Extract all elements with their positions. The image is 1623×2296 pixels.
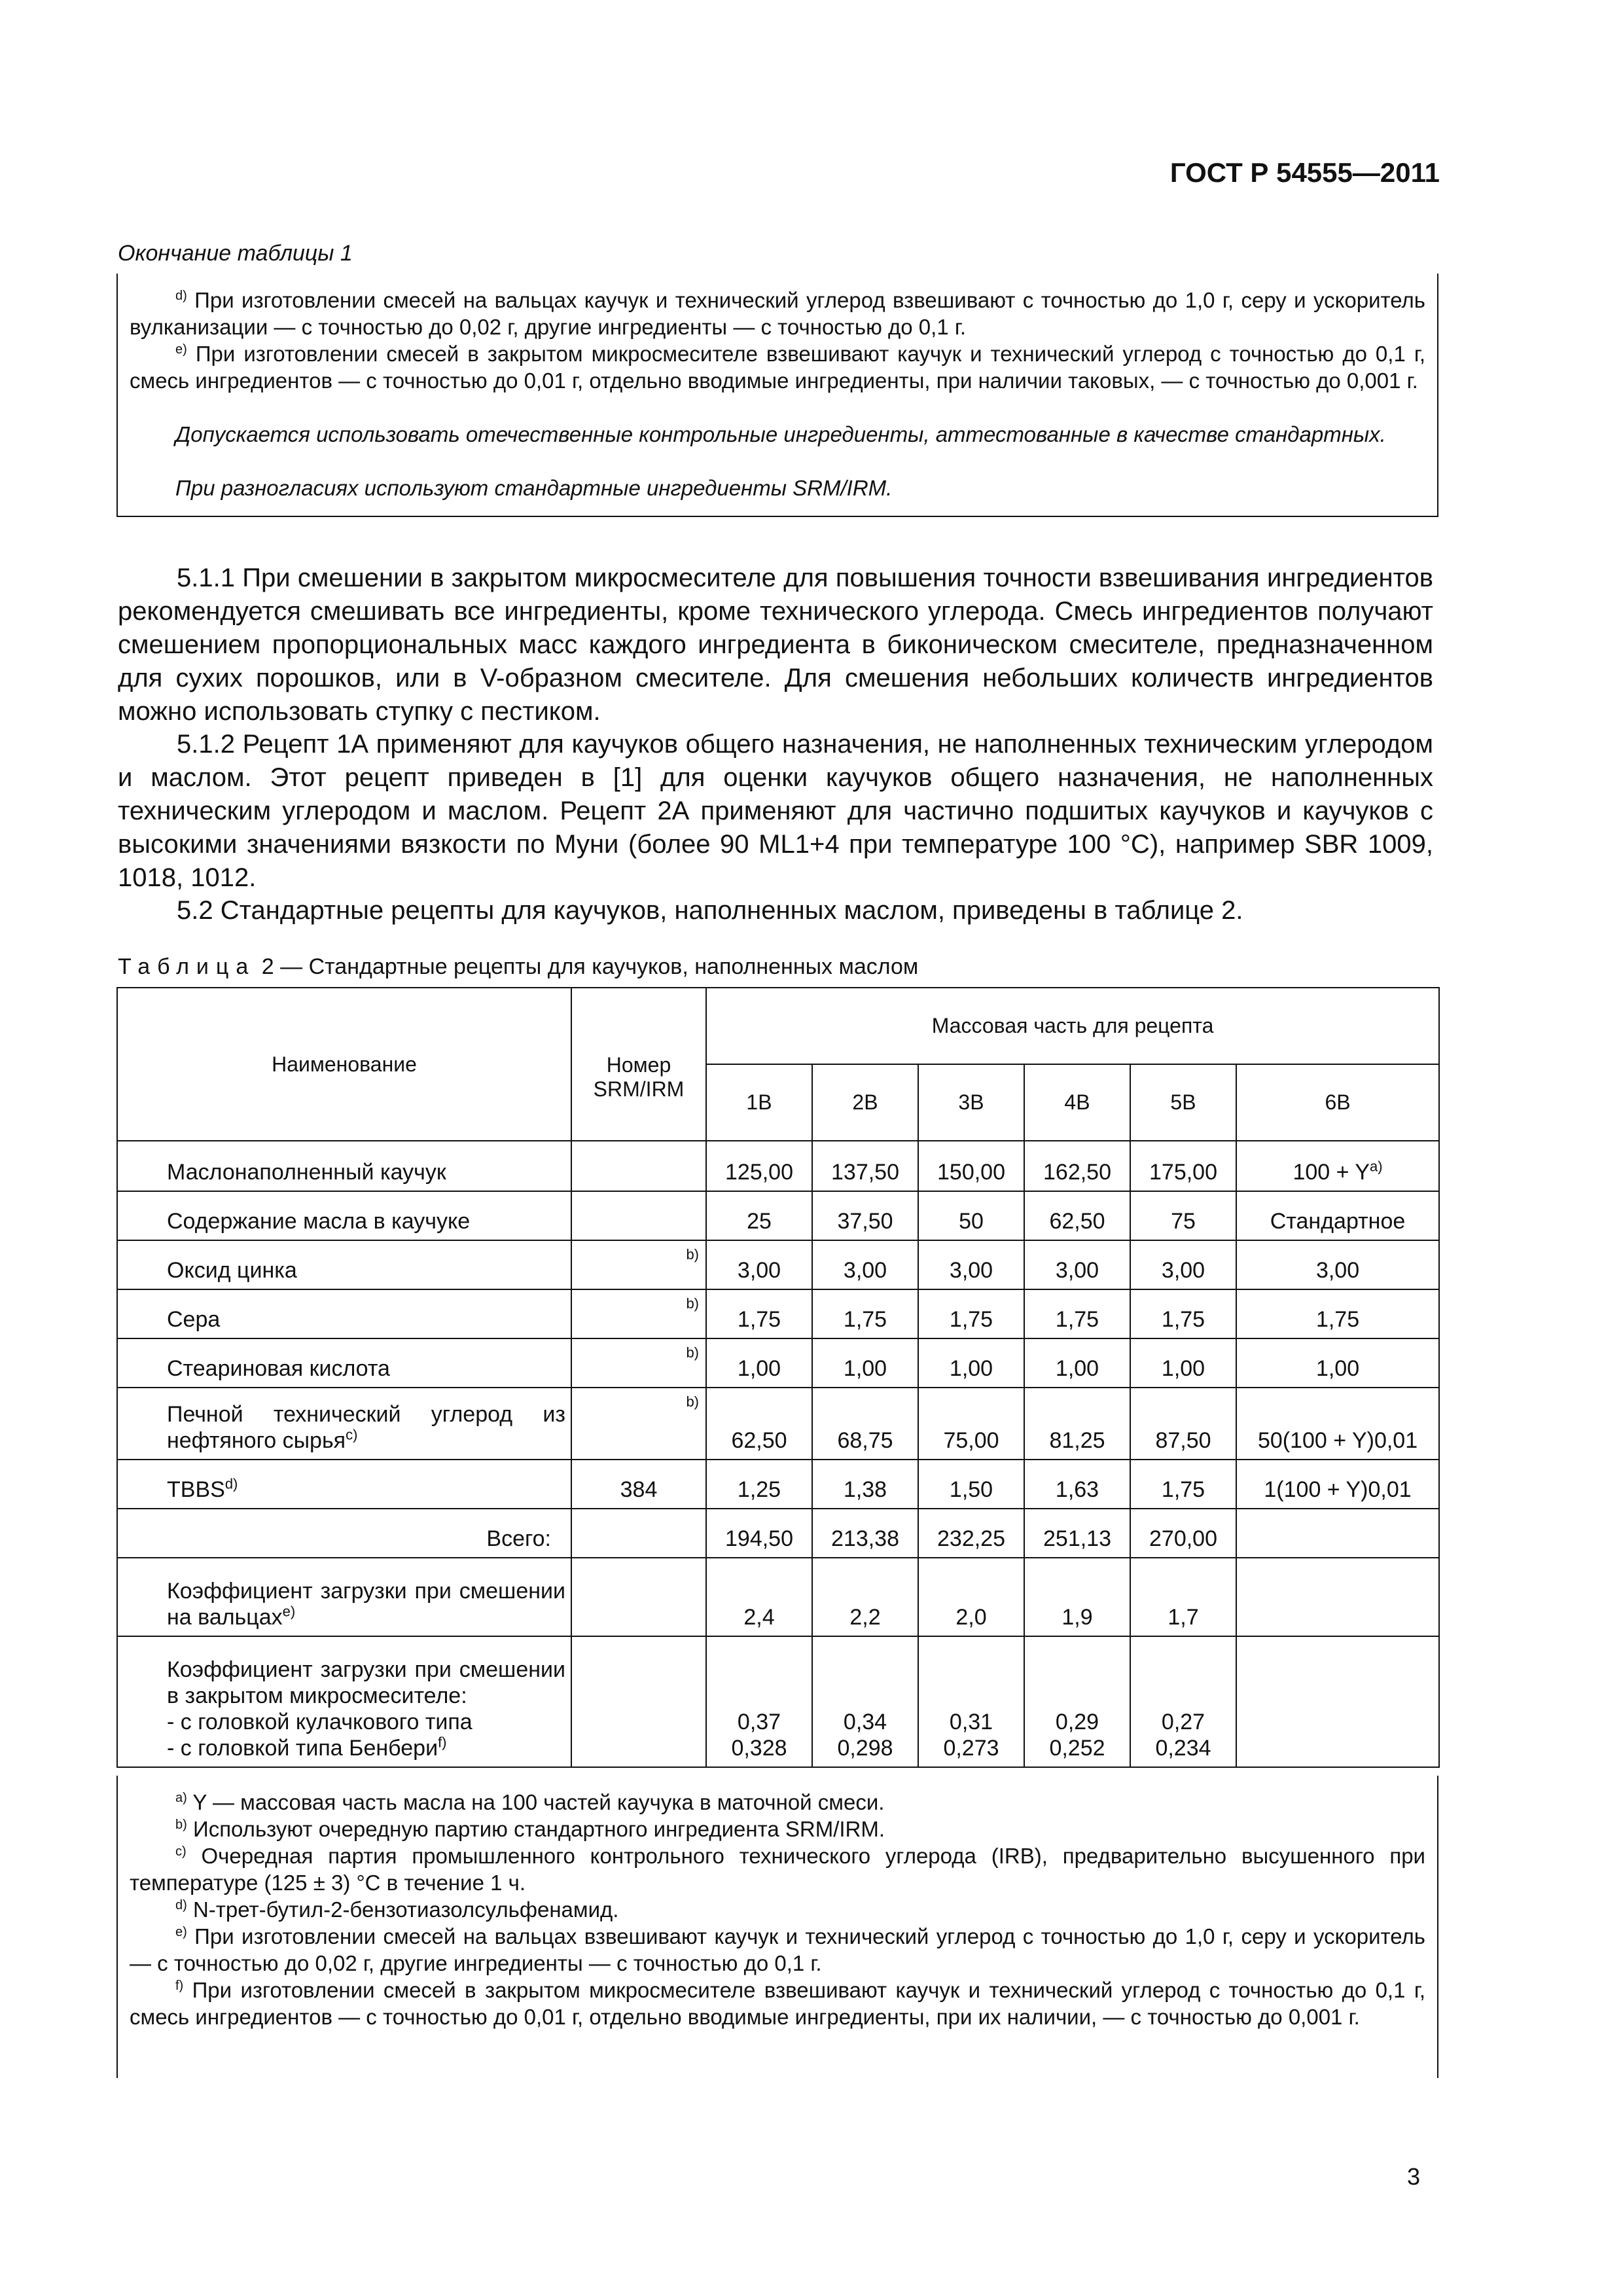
footnote-mark: f) [175, 1979, 184, 1993]
cell-value: 37,50 [812, 1191, 918, 1240]
table-row [117, 1460, 1439, 1509]
row-name: Маслонаполненный каучук [117, 1141, 571, 1191]
row-name: Содержание масла в каучуке [117, 1191, 571, 1240]
document-id: ГОСТ Р 54555—2011 [1169, 157, 1440, 188]
cell-value: 87,50 [1130, 1388, 1236, 1460]
footnote-b [118, 1816, 1437, 1842]
footnote-mark: e) [282, 1603, 296, 1620]
row-srm: b) [571, 1240, 706, 1289]
cell-text: 0,252 [1049, 1736, 1105, 1761]
table-row [117, 1289, 1439, 1338]
table-row [117, 1240, 1439, 1289]
footnote-text: При изготовлении смесей на вальцах каучук и технический углерод взвешивают с точностью до 1,0 г, серу и ускоритель вулканизации — с точностью до 0,02 г, другие ингредиенты — с точностью до 0,1 г. [130, 288, 1425, 339]
header-recipe-4b: 4В [1024, 1064, 1130, 1141]
footnote-a [118, 1789, 1437, 1816]
cell-value [1024, 1636, 1130, 1767]
cell-text: 0,29 [1055, 1710, 1099, 1734]
table2-caption [118, 954, 918, 980]
cell-value [1236, 1141, 1439, 1191]
header-recipe-1b: 1В [706, 1064, 812, 1141]
cell-value: 1,00 [812, 1338, 918, 1388]
footnote-mark: e) [175, 342, 187, 357]
footnote-text: При изготовлении смесей в закрытом микросмесителе взвешивают каучук и технический углерод с точностью до 0,1 г, смесь ингредиентов — с точностью до 0,01 г, отдельно вводимые ингредиенты, при их наличии, — с точностью до 0,001 г. [130, 1978, 1425, 2029]
cell-value: 1,25 [706, 1460, 812, 1509]
row-name: Сера [117, 1289, 571, 1338]
cell-text: 0,234 [1155, 1736, 1211, 1761]
cell-text: 0,273 [943, 1736, 999, 1761]
footnote-mark: a) [175, 1791, 187, 1805]
cell-value: 1,00 [1024, 1338, 1130, 1388]
row-srm: b) [571, 1388, 706, 1460]
cell-value: 213,38 [812, 1509, 918, 1558]
header-recipe-3b: 3В [918, 1064, 1024, 1141]
footnote-d [118, 1896, 1437, 1923]
row-srm [571, 1141, 706, 1191]
cell-value: 1,00 [1236, 1338, 1439, 1388]
footnote-text: Y — массовая часть масла на 100 частей каучука в маточной смеси. [192, 1790, 885, 1814]
cell-value: 50(100 + Y)0,01 [1236, 1388, 1439, 1460]
table2-caption-title: 2 — Стандартные рецепты для каучуков, наполненных маслом [261, 954, 919, 979]
cell-value: 75,00 [918, 1388, 1024, 1460]
cell-value: 2,4 [706, 1558, 812, 1636]
row-name-text: TBBS [167, 1477, 225, 1502]
cell-value: 1(100 + Y)0,01 [1236, 1460, 1439, 1509]
paragraph-5-2 [118, 894, 1433, 927]
row-name: Стеариновая кислота [117, 1338, 571, 1388]
footnote-mark: a) [1370, 1158, 1383, 1175]
row-subitem-banbury [167, 1735, 565, 1761]
cell-text: 0,298 [837, 1736, 893, 1761]
row-name [117, 1558, 571, 1636]
table2-footnotes-box [116, 1776, 1438, 2078]
footnote-mark: f) [438, 1734, 447, 1751]
row-name [117, 1388, 571, 1460]
header-recipe-2b: 2В [812, 1064, 918, 1141]
row-srm: b) [571, 1338, 706, 1388]
footnote-text: N-трет-бутил-2-бензотиазолсульфенамид. [192, 1897, 619, 1922]
footnote-mark: c) [346, 1426, 358, 1443]
cell-value: 162,50 [1024, 1141, 1130, 1191]
cell-value: 25 [706, 1191, 812, 1240]
page-number: 3 [1407, 2163, 1421, 2190]
cell-value: 1,63 [1024, 1460, 1130, 1509]
row-name-text: Коэффициент загрузки при смешении в закрытом микросмесителе: [167, 1657, 565, 1708]
cell-value [1236, 1636, 1439, 1767]
row-subitem-cam: - с головкой кулачкового типа [167, 1710, 473, 1734]
table2-caption-label: Таблица [118, 954, 256, 979]
cell-value: 50 [918, 1191, 1024, 1240]
cell-value: 3,00 [1024, 1240, 1130, 1289]
footnote-mark: b) [175, 1818, 187, 1832]
cell-value: 68,75 [812, 1388, 918, 1460]
header-name: Наименование [117, 988, 571, 1141]
table1-footnotes-box [116, 274, 1438, 517]
table-row [117, 1191, 1439, 1240]
header-recipe-5b: 5В [1130, 1064, 1236, 1141]
table-row [117, 1141, 1439, 1191]
cell-value: 251,13 [1024, 1509, 1130, 1558]
cell-value: 1,75 [918, 1289, 1024, 1338]
cell-text: 0,31 [949, 1710, 993, 1734]
cell-value: 3,00 [706, 1240, 812, 1289]
cell-value: 3,00 [918, 1240, 1024, 1289]
cell-value: 1,50 [918, 1460, 1024, 1509]
cell-value: 62,50 [1024, 1191, 1130, 1240]
table-row [117, 1636, 1439, 1767]
table-row-total [117, 1509, 1439, 1558]
cell-value: 175,00 [1130, 1141, 1236, 1191]
footnote-mark: d) [175, 289, 187, 303]
footnote-e [118, 1923, 1437, 1977]
cell-value: 1,7 [1130, 1558, 1236, 1636]
cell-value: 270,00 [1130, 1509, 1236, 1558]
cell-value: 1,75 [1130, 1289, 1236, 1338]
recipes-table [116, 987, 1440, 1768]
cell-value [706, 1636, 812, 1767]
row-name [117, 1460, 571, 1509]
footnote-text: При разногласиях используют стандартные ингредиенты SRM/IRM. [175, 476, 893, 500]
footnote-f [118, 1977, 1437, 2030]
cell-value: 1,75 [812, 1289, 918, 1338]
cell-value: Стандартное [1236, 1191, 1439, 1240]
paragraph-text: 5.1.2 Рецепт 1А применяют для каучуков общего назначения, не наполненных техническим углеродом и маслом. Этот рецепт приведен в [1] для оценки каучуков общего назначения, не наполненных техническим углеродом и маслом. Рецепт 2А применяют для частично подшитых каучуков и каучуков с высокими значениями вязкости по Муни (более 90 ML1+4 при температуре 100 °С), например SBR 1009, 1018, 1012. [118, 730, 1433, 892]
cell-value: 232,25 [918, 1509, 1024, 1558]
cell-value: 137,50 [812, 1141, 918, 1191]
table1-note-italic-2 [118, 475, 1437, 501]
table1-note-d [118, 287, 1437, 340]
paragraph-5-1-1 [118, 562, 1433, 728]
cell-value [918, 1636, 1024, 1767]
cell-value [1236, 1558, 1439, 1636]
row-srm: 384 [571, 1460, 706, 1509]
footnote-mark: e) [175, 1925, 187, 1939]
cell-value [1236, 1509, 1439, 1558]
empty-cell [571, 1509, 706, 1558]
row-srm: b) [571, 1289, 706, 1338]
paragraph-text: 5.2 Стандартные рецепты для каучуков, наполненных маслом, приведены в таблице 2. [177, 896, 1243, 925]
cell-text: 0,328 [731, 1736, 787, 1761]
cell-value [812, 1636, 918, 1767]
footnote-text: При изготовлении смесей на вальцах взвешивают каучук и технический углерод с точностью до 1,0 г, серу и ускоритель — с точностью до 0,02 г, другие ингредиенты — с точностью до 0,1 г. [130, 1924, 1425, 1975]
cell-text: 0,27 [1161, 1710, 1205, 1734]
cell-value: 1,00 [1130, 1338, 1236, 1388]
cell-value: 62,50 [706, 1388, 812, 1460]
cell-value: 3,00 [812, 1240, 918, 1289]
table-row [117, 1388, 1439, 1460]
row-name-text: Коэффициент загрузки при смешении на вальцах [167, 1579, 565, 1630]
footnote-text: При изготовлении смесей в закрытом микросмесителе взвешивают каучук и технический углерод с точностью до 0,1 г, смесь ингредиентов — с точностью до 0,01 г, отдельно вводимые ингредиенты, при наличии таковых, — с точностью до 0,001 г. [130, 342, 1425, 393]
cell-value: 150,00 [918, 1141, 1024, 1191]
header-mass-part: Массовая часть для рецепта [706, 988, 1439, 1064]
cell-value: 1,75 [1130, 1460, 1236, 1509]
row-name-text: Печной технический углерод из нефтяного сырья [167, 1402, 565, 1453]
footnote-c [118, 1842, 1437, 1896]
cell-value: 125,00 [706, 1141, 812, 1191]
footnote-mark: d) [224, 1475, 238, 1492]
empty-cell [571, 1636, 706, 1767]
cell-value: 1,75 [706, 1289, 812, 1338]
cell-value: 1,00 [706, 1338, 812, 1388]
cell-value: 3,00 [1236, 1240, 1439, 1289]
footnote-text: Используют очередную партию стандартного ингредиента SRM/IRM. [192, 1817, 885, 1841]
cell-text: 0,34 [843, 1710, 887, 1734]
table-row [117, 1558, 1439, 1636]
row-name: Оксид цинка [117, 1240, 571, 1289]
cell-value: 3,00 [1130, 1240, 1236, 1289]
cell-value: 1,75 [1236, 1289, 1439, 1338]
cell-value: 1,75 [1024, 1289, 1130, 1338]
row-srm [571, 1191, 706, 1240]
header-srm: Номер SRM/IRM [571, 988, 706, 1141]
table-row [117, 1338, 1439, 1388]
table1-note-italic-1 [118, 421, 1437, 448]
cell-value [1130, 1636, 1236, 1767]
footnote-text: Допускается использовать отечественные контрольные ингредиенты, аттестованные в качестве стандартных. [175, 422, 1386, 446]
cell-value: 75 [1130, 1191, 1236, 1240]
paragraph-text: 5.1.1 При смешении в закрытом микросмесителе для повышения точности взвешивания ингредиентов рекомендуется смешивать все ингредиенты, кроме технического углерода. Смесь ингредиентов получают смешением пропорциональных масс каждого ингредиента в биконическом смесителе, предназначенном для сухих порошков, или в V-образном смесителе. Для смешения небольших количеств ингредиентов можно использовать ступку с пестиком. [118, 564, 1433, 726]
cell-value: 1,38 [812, 1460, 918, 1509]
cell-value: 2,0 [918, 1558, 1024, 1636]
cell-value: 1,9 [1024, 1558, 1130, 1636]
total-label: Всего: [117, 1509, 571, 1558]
row-name [117, 1636, 571, 1767]
header-recipe-6b: 6В [1236, 1064, 1439, 1141]
cell-value: 1,00 [918, 1338, 1024, 1388]
paragraph-5-1-2 [118, 728, 1433, 895]
footnote-mark: c) [175, 1844, 187, 1859]
row-subitem-text: - с головкой типа Бенбери [167, 1736, 438, 1761]
cell-text: 100 + Y [1293, 1160, 1370, 1185]
cell-value: 81,25 [1024, 1388, 1130, 1460]
table1-note-e [118, 340, 1437, 394]
cell-text: 0,37 [737, 1710, 781, 1734]
empty-cell [571, 1558, 706, 1636]
footnote-text: Очередная партия промышленного контрольного технического углерода (IRB), предварительно высушенного при температуре (125 ± 3) °С в течение 1 ч. [130, 1844, 1425, 1895]
footnote-mark: d) [175, 1898, 187, 1912]
cell-value: 2,2 [812, 1558, 918, 1636]
table1-end-caption: Окончание таблицы 1 [118, 241, 353, 266]
cell-value: 194,50 [706, 1509, 812, 1558]
